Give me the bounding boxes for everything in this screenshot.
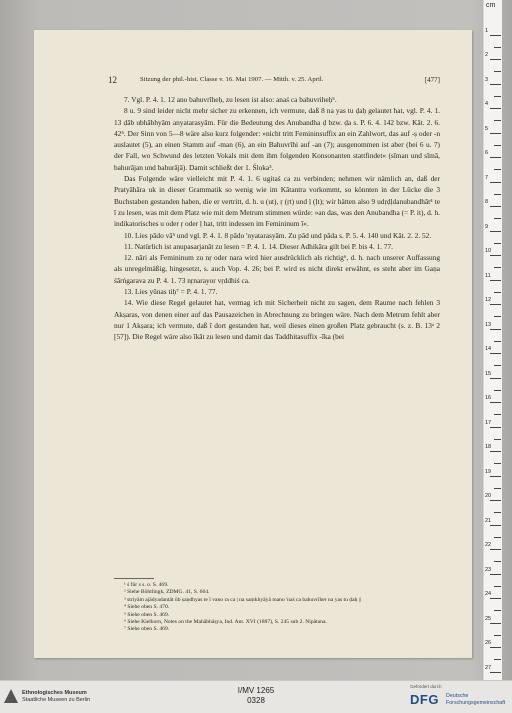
ruler-tick xyxy=(490,59,501,60)
original-page-ref: [477] xyxy=(424,76,440,84)
ruler-half-tick xyxy=(494,439,501,440)
ruler-half-tick xyxy=(494,218,501,219)
footnote-rule xyxy=(114,578,154,579)
footnote: ³ striyām ajādyadantāt ūb ṣaṇdhyas te ī vano ra ca | na saṃkhyāyā mano 'naś ca bahuvrīher na yas tu ḍaḥ || xyxy=(124,596,362,603)
ruler-tick xyxy=(490,304,501,305)
ruler-tick xyxy=(490,182,501,183)
funder-line2: Forschungsgemeinschaft xyxy=(446,699,506,706)
ruler-label: 21 xyxy=(485,517,492,524)
ruler-tick xyxy=(490,427,501,428)
body-text xyxy=(114,94,440,343)
ruler-half-tick xyxy=(494,561,501,562)
ruler-half-tick xyxy=(494,537,501,538)
ruler-label: 1 xyxy=(485,27,489,34)
funder-name xyxy=(446,693,505,706)
ruler-tick xyxy=(490,280,501,281)
ruler-label: 27 xyxy=(485,664,492,671)
footnote: ¹ ś für s s. o. S. 469. xyxy=(124,582,169,588)
ruler-tick xyxy=(490,353,501,354)
ruler-half-tick xyxy=(494,96,501,97)
ruler-tick xyxy=(490,206,501,207)
dfg-logo: DFG xyxy=(410,692,439,707)
ruler-label: 17 xyxy=(485,419,492,426)
ruler-tick xyxy=(490,108,501,109)
ruler-tick xyxy=(490,133,501,134)
footnotes xyxy=(114,582,440,634)
ruler-tick xyxy=(490,402,501,403)
footnote: ⁷ Siehe oben S. 469. xyxy=(124,626,170,633)
paragraph: 14. Wie diese Regel gelautet hat, vermag ich mit Sicherheit nicht zu sagen, dem Raume nach fehlen 3 Akṣaras, von denen einer auf das Pausazeichen in Abrechnung zu bringen wäre. Nach dem Metrum fehlt aber nur 1 Akṣara; ich vermute, daß ī dort gestanden hat, weil dieses einen großen Platz gebraucht (s. z. B. 13ᵃ 2 [57]). Die Regel wäre also īkāt zu lesen und damit das Taddhitasuffix -īka (bei xyxy=(114,298,440,342)
footnote: ⁶ Siehe Kielhorn, Notes on the Mahābhāṣya, Ind. Ant. XVI (1887), S. 245 sub 2. Nipātana. xyxy=(124,619,327,626)
ruler-tick xyxy=(490,500,501,501)
ruler-tick xyxy=(490,574,501,575)
ruler-label: 3 xyxy=(485,76,489,83)
paragraph: 13. Lies yūnas tiḥ⁷ = P. 4. 1. 77. xyxy=(124,287,218,297)
ruler-tick xyxy=(490,35,501,36)
museum-line2: Staatliche Museen zu Berlin xyxy=(22,697,91,703)
ruler-label: 23 xyxy=(485,566,492,573)
header-title: Sitzung der phil.-hist. Classe v. 16. Mai 1907. — Mitth. v. 25. April. xyxy=(140,76,324,83)
museum-logo-icon xyxy=(4,689,18,703)
ruler-label: 9 xyxy=(485,223,489,230)
ruler-tick xyxy=(490,623,501,624)
footnote: ⁵ Siehe oben S. 469. xyxy=(124,611,170,618)
shelf-mark-id: I/MV 1265 xyxy=(237,686,275,695)
ruler-tick xyxy=(490,647,501,648)
ruler-half-tick xyxy=(494,586,501,587)
funder-caption: Gefördert durch xyxy=(410,684,442,689)
ruler-label: 12 xyxy=(485,297,492,303)
paragraph: 11. Natürlich ist anupasarjanāt zu lesen = P. 4. 1. 14. Dieser Adhikāra gilt bei P. bis 4. 1. 77. xyxy=(124,241,394,251)
paragraph: Das Folgende wäre vielleicht mit P. 4. 1. 6 ugitaś ca zu verbinden; nehmen wir nämlich an, daß der Pratyāhāra uk in dieser Grammatik so wenig wie im Kātantra vorkommt, so könnten in der Lücke die 3 Buchstaben gestanden haben, die er vertritt, d. h. u (ut), ṛ (ṛt) und ḷ (ḷt); wir hätten also 9 udṛḍḷdanubandhāt⁴ te ī zu lesen, was mit dem Platz wie mit dem Metrum stimmen würde: »an das, was den Anubandha (= P. it), d. h. indikatorisches u oder ṛ oder ḷ hat, tritt indessen im Femininum ī«. xyxy=(114,174,440,229)
museum-name xyxy=(22,690,90,704)
ruler-half-tick xyxy=(494,610,501,611)
ruler-half-tick xyxy=(494,169,501,170)
ruler-label: 2 xyxy=(485,52,489,58)
ruler-tick xyxy=(490,525,501,526)
museum-line1: Ethnologisches Museum xyxy=(22,690,87,696)
ruler-label: 25 xyxy=(485,615,492,622)
footnote: ² Siehe Böhtlingk, ZDMG. 41, S. 664. xyxy=(124,589,210,596)
ruler-tick xyxy=(490,255,501,256)
ruler-half-tick xyxy=(494,463,501,464)
ruler-half-tick xyxy=(494,365,501,366)
ruler-label: 22 xyxy=(485,542,492,548)
ruler-label: 16 xyxy=(485,395,492,401)
ruler-label: 4 xyxy=(485,101,489,107)
ruler-tick xyxy=(490,549,501,550)
ruler-label: 15 xyxy=(485,370,492,377)
ruler-label: 10 xyxy=(485,248,492,254)
ruler-tick xyxy=(490,84,501,85)
ruler-half-tick xyxy=(494,316,501,317)
scale-ruler xyxy=(483,0,502,680)
ruler-half-tick xyxy=(494,243,501,244)
ruler-label: 18 xyxy=(485,444,492,450)
ruler-half-tick xyxy=(494,71,501,72)
ruler-tick xyxy=(490,231,501,232)
ruler-label: 5 xyxy=(485,125,489,132)
ruler-half-tick xyxy=(494,120,501,121)
ruler-half-tick xyxy=(494,145,501,146)
ruler-label: 26 xyxy=(485,640,492,646)
ruler-half-tick xyxy=(494,635,501,636)
ruler-tick xyxy=(490,672,501,673)
scan-number: 0328 xyxy=(247,696,265,705)
paragraph: 12. nāri als Femininum zu nṛ oder nara wird hier ausdrücklich als richtig⁶, d. h. nach unserer Auffassung als unregelmäßig, hingesetzt, s. auch Vop. 4. 26; bei P. wird es nicht direkt erwähnt, es steht aber im Gaṇa śārṅgarava zu P. 4. 1. 73 nṛnarayor vṛddhiś ca. xyxy=(114,253,440,285)
paragraph: 7. Vgl. P. 4. 1. 12 ano bahuvrīheḥ, zu lesen ist also: anaś ca bahuvriheḥ⁵. xyxy=(124,95,337,104)
ruler-tick xyxy=(490,157,501,158)
ruler-label: 19 xyxy=(485,468,492,475)
document-page xyxy=(34,30,472,658)
footnote: ⁴ Siehe oben S. 470. xyxy=(124,604,170,611)
ruler-half-tick xyxy=(494,488,501,489)
ruler-half-tick xyxy=(494,47,501,48)
ruler-label: 14 xyxy=(485,346,492,352)
ruler-half-tick xyxy=(494,267,501,268)
ruler-half-tick xyxy=(494,292,501,293)
shelf-mark xyxy=(232,686,280,706)
ruler-label: 11 xyxy=(485,272,491,279)
page-number: 12 xyxy=(108,75,117,85)
ruler-half-tick xyxy=(494,390,501,391)
ruler-label: 7 xyxy=(485,174,489,181)
running-header xyxy=(108,74,440,86)
archive-footer xyxy=(0,680,512,713)
ruler-tick xyxy=(490,329,501,330)
page-content xyxy=(108,74,440,634)
paragraph: 8 u. 9 sind leider nicht mehr sicher zu erkennen, ich vermute, daß 8 na yas tu ḍaḥ gelautet hat, vgl. P. 4. 1. 13 ḍāb ubhābhyām anyatarasyām. Für die Bedeutung des Anubandha ḍ bzw. ḍa s. P. 6. 4. 142 bzw. Kāt. 2. 6. 42⁵. Der Sinn von 5—8 wäre also kurz folgender: »nicht tritt Femininsuffix an ein Zahlwort, das auf -ṣ oder -n auslautet (5), an einen Stamm auf -man (6), an ein Bahuvrīhi auf -an (7); ausgenommen ist aber (bei 6 u. 7) der Fall, wo Schwund des letzten Vokals mit dem ihm folgenden Konsonanten stattfindet« (sīman und sīmā, bahurājan und bahurājā). Damit schließt der 1. Śloka³. xyxy=(114,106,440,172)
ruler-half-tick xyxy=(494,512,501,513)
funder-line1: Deutsche xyxy=(446,693,469,699)
ruler-tick xyxy=(490,598,501,599)
ruler-label: 13 xyxy=(485,321,492,328)
ruler-half-tick xyxy=(494,414,501,415)
ruler-label: 24 xyxy=(485,591,492,597)
paragraph: 10. Lies pādo vā⁵ und vgl. P. 4. 1. 8 pādo 'nyatarasyām. Zu pād und pāda s. P. 5. 4. 140 und Kāt. 2. 2. 52. xyxy=(124,230,432,240)
ruler-label: 8 xyxy=(485,199,489,205)
ruler-label: 6 xyxy=(485,150,489,156)
ruler-half-tick xyxy=(494,659,501,660)
ruler-tick xyxy=(490,476,501,477)
ruler-tick xyxy=(490,451,501,452)
ruler-half-tick xyxy=(494,194,501,195)
ruler-label: 20 xyxy=(485,493,492,499)
ruler-half-tick xyxy=(494,341,501,342)
ruler-tick xyxy=(490,378,501,379)
ruler-unit: cm xyxy=(486,2,496,9)
